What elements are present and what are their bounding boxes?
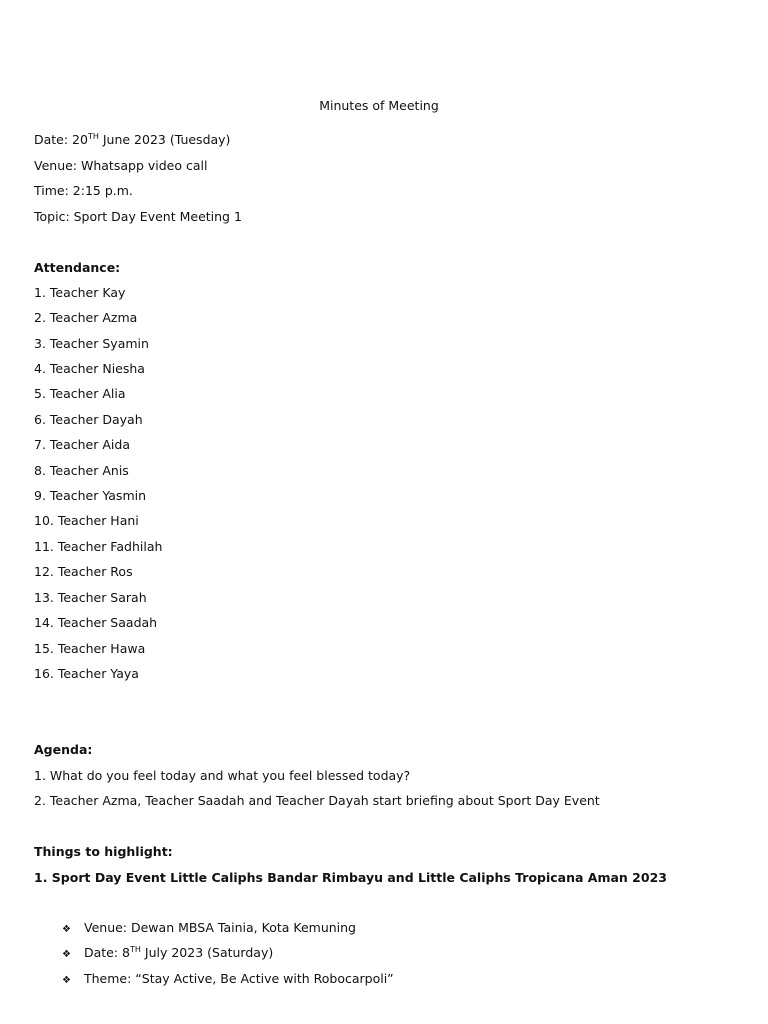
document-title: Minutes of Meeting (319, 98, 439, 113)
highlight-item: 1. Sport Day Event Little Caliphs Bandar Rimbayu and Little Caliphs Tropicana Aman 2023 (34, 870, 667, 885)
attendance-item: 7. Teacher Aida (34, 437, 130, 452)
attendance-item: 5. Teacher Alia (34, 386, 126, 401)
diamond-bullet-icon: ❖ (62, 975, 71, 986)
agenda-item: 2. Teacher Azma, Teacher Saadah and Teacher Dayah start briefing about Sport Day Event (34, 793, 600, 808)
attendance-item: 12. Teacher Ros (34, 564, 133, 579)
attendance-item: 8. Teacher Anis (34, 463, 129, 478)
meeting-venue: Venue: Whatsapp video call (34, 158, 208, 173)
attendance-item: 3. Teacher Syamin (34, 336, 149, 351)
attendance-item: 16. Teacher Yaya (34, 666, 139, 681)
highlight-bullet-venue: ❖ Venue: Dewan MBSA Tainia, Kota Kemuning (62, 920, 356, 935)
attendance-heading: Attendance: (34, 260, 121, 275)
attendance-item: 11. Teacher Fadhilah (34, 539, 163, 554)
attendance-item: 4. Teacher Niesha (34, 361, 145, 376)
diamond-bullet-icon: ❖ (62, 949, 71, 960)
attendance-item: 1. Teacher Kay (34, 285, 126, 300)
attendance-item: 9. Teacher Yasmin (34, 488, 147, 503)
attendance-item: 15. Teacher Hawa (34, 641, 146, 656)
meeting-topic: Topic: Sport Day Event Meeting 1 (34, 209, 242, 224)
highlight-bullet-date: ❖ Date: 8TH July 2023 (Saturday) (62, 945, 274, 960)
attendance-item: 10. Teacher Hani (34, 513, 139, 528)
diamond-bullet-icon: ❖ (62, 924, 71, 935)
highlight-bullet-theme: ❖ Theme: “Stay Active, Be Active with Robocarpoli” (62, 971, 394, 986)
attendance-item: 13. Teacher Sarah (34, 590, 147, 605)
agenda-item: 1. What do you feel today and what you feel blessed today? (34, 768, 411, 783)
agenda-heading: Agenda: (34, 742, 93, 757)
meeting-time: Time: 2:15 p.m. (34, 183, 133, 198)
attendance-item: 14. Teacher Saadah (34, 615, 158, 630)
attendance-item: 2. Teacher Azma (34, 310, 138, 325)
meeting-date: Date: 20TH June 2023 (Tuesday) (34, 132, 231, 147)
highlights-heading: Things to highlight: (34, 844, 173, 859)
attendance-item: 6. Teacher Dayah (34, 412, 143, 427)
